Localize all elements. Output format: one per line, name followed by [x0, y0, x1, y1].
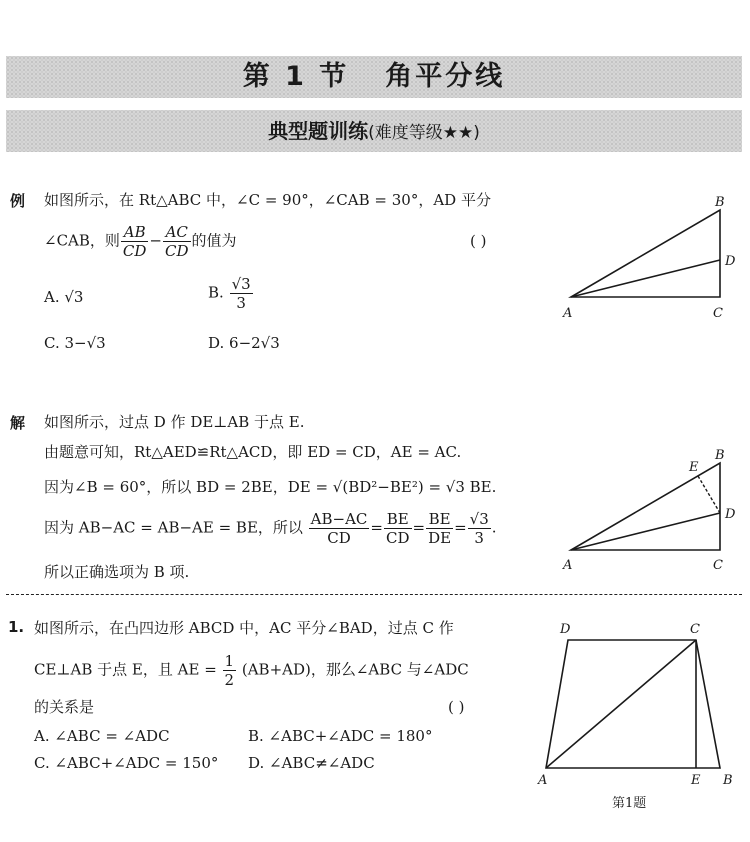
subtitle-banner — [6, 110, 742, 152]
figure-caption: 第1题 — [612, 796, 647, 811]
option-b-fraction: $\frac{√3}{3}$ — [231, 275, 251, 312]
bisector-ad — [571, 513, 720, 550]
solution-fraction-3: $\frac{BE}{DE}$ — [428, 510, 452, 547]
q1-line-2 — [34, 652, 469, 689]
solution-line-2: 由题意可知，Rt△AED≌Rt△ACD，即 ED = CD，AE = AC. — [44, 443, 462, 461]
solution-figure — [555, 445, 745, 573]
example-figure — [555, 190, 745, 325]
example-line-2-end: 的值为 — [191, 231, 237, 250]
subtitle: 典型题训练 — [268, 119, 369, 143]
fraction-one-half: $\frac{1}{2}$ — [224, 652, 235, 689]
perpendicular-de — [698, 476, 720, 513]
triangle-abc — [571, 463, 720, 550]
solution-fraction-1: $\frac{AB-AC}{CD}$ — [310, 510, 368, 547]
section-number: 第 1 节 — [242, 61, 350, 92]
fraction-ac-cd: $\frac{AC}{CD}$ — [165, 223, 189, 260]
section-title: 角平分线 — [385, 61, 506, 92]
answer-blank: ( ) — [470, 232, 487, 250]
option-a: A. √3 — [44, 288, 84, 306]
option-c: C. 3−√3 — [44, 334, 106, 352]
label-c: C — [713, 558, 723, 573]
section-title-banner — [6, 56, 742, 98]
label-c: C — [713, 306, 723, 321]
solution-line-4-text: 因为 AB−AC = AB−AE = BE，所以 — [44, 518, 303, 537]
bisector-ad — [571, 260, 720, 297]
diagonal-ac — [546, 640, 696, 768]
label-e: E — [689, 460, 699, 475]
example-line-2-text: ∠CAB，则 — [44, 231, 120, 250]
example-tag: 例 — [10, 192, 26, 210]
option-d: D. 6−2√3 — [208, 334, 280, 352]
section-divider — [6, 594, 742, 595]
q1-line-3: 的关系是 — [34, 698, 95, 716]
quadrilateral-abcd — [546, 640, 720, 768]
label-e: E — [691, 773, 701, 788]
q1-option-d: D. ∠ABC≠∠ADC — [248, 754, 375, 772]
minus-sign: − — [149, 231, 162, 250]
difficulty-rating: (难度等级★★) — [368, 123, 480, 143]
label-b: B — [715, 448, 725, 463]
label-d: D — [725, 507, 736, 522]
label-d: D — [560, 622, 571, 637]
q1-figure — [530, 618, 745, 790]
example-line-2 — [44, 223, 237, 260]
label-a: A — [563, 306, 573, 321]
solution-line-4: 因为 AB−AC = AB−AE = BE，所以 $\frac{AB-AC}{CD}$ = $\frac{BE}{CD}$ = $\frac{BE}{DE}$ = $\frac{√3}{3}$ . — [44, 510, 497, 547]
solution-line-1: 如图所示，过点 D 作 DE⊥AB 于点 E. — [44, 413, 305, 431]
q1-option-a: A. ∠ABC = ∠ADC — [34, 727, 170, 745]
option-b: B. $\frac{√3}{3}$ — [208, 275, 251, 312]
label-a: A — [538, 773, 548, 788]
q1-answer-blank: ( ) — [448, 698, 465, 716]
fraction-ab-cd: $\frac{AB}{CD}$ — [122, 223, 147, 260]
solution-fraction-2: $\frac{BE}{CD}$ — [385, 510, 410, 547]
label-a: A — [563, 558, 573, 573]
example-line-1: 如图所示，在 Rt△ABC 中，∠C = 90°，∠CAB = 30°，AD 平分 — [44, 191, 491, 209]
q1-line-1: 如图所示，在凸四边形 ABCD 中，AC 平分∠BAD，过点 C 作 — [34, 619, 454, 637]
solution-tag: 解 — [10, 414, 26, 432]
q1-line-2-end: (AB+AD)，那么∠ABC 与∠ADC — [241, 660, 469, 679]
label-d: D — [725, 254, 736, 269]
label-b: B — [723, 773, 733, 788]
solution-line-3: 因为∠B = 60°，所以 BD = 2BE，DE = √(BD²−BE²) = √3 BE. — [44, 478, 497, 496]
q1-line-2-text: CE⊥AB 于点 E，且 AE = — [34, 660, 217, 679]
q1-option-c: C. ∠ABC+∠ADC = 150° — [34, 754, 219, 772]
label-c: C — [690, 622, 700, 637]
label-b: B — [715, 195, 725, 210]
q1-option-b: B. ∠ABC+∠ADC = 180° — [248, 727, 433, 745]
solution-line-5: 所以正确选项为 B 项. — [44, 563, 190, 581]
solution-fraction-4: $\frac{√3}{3}$ — [469, 510, 489, 547]
question-number: 1. — [8, 618, 25, 636]
triangle-abc — [571, 210, 720, 297]
